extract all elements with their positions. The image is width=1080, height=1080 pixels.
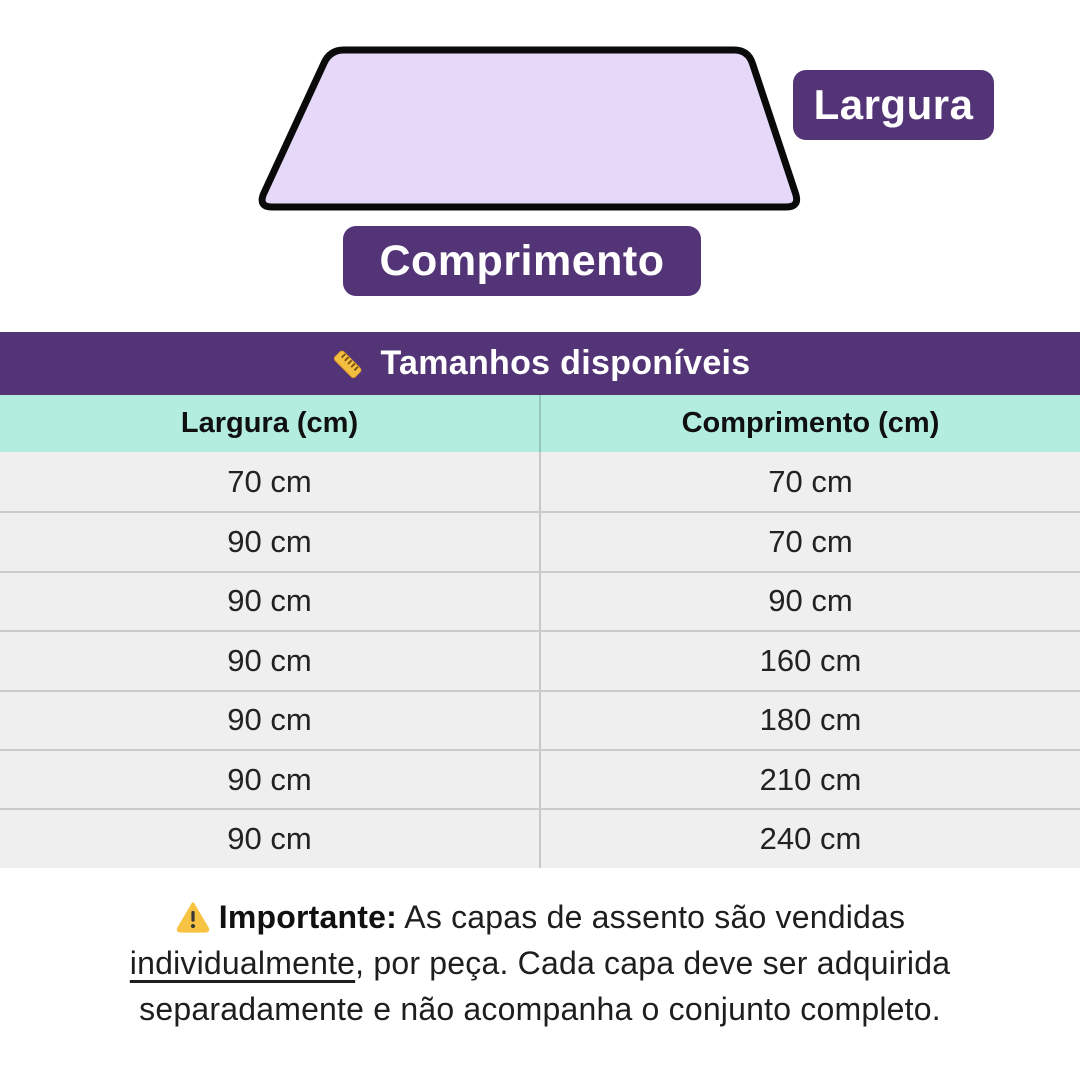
length-cell: 160 cm [539, 632, 1080, 689]
note-underlined-word: individualmente [129, 945, 356, 981]
length-cell: 240 cm [539, 810, 1080, 867]
table-row [0, 630, 1080, 689]
table-row [0, 571, 1080, 630]
width-cell: 90 cm [227, 702, 312, 738]
table-title-bar [0, 332, 1080, 395]
warning-icon [175, 900, 211, 934]
length-label: Comprimento [379, 236, 665, 285]
table-row [0, 511, 1080, 570]
length-cell: 180 cm [539, 692, 1080, 749]
table-title: Tamanhos disponíveis [380, 344, 751, 382]
length-cell: 90 cm [539, 573, 1080, 630]
length-label-badge [343, 226, 701, 296]
dimension-diagram [0, 0, 1080, 332]
width-cell: 70 cm [227, 463, 312, 499]
width-column-header: Largura (cm) [180, 407, 359, 439]
ruler-icon [329, 345, 367, 383]
important-note [0, 868, 1080, 1032]
width-cell: 90 cm [227, 761, 312, 797]
table-header-row [0, 395, 1080, 452]
width-cell: 90 cm [227, 821, 312, 857]
table-row [0, 452, 1080, 511]
width-label: Largura [813, 81, 974, 128]
sizes-table [0, 332, 1080, 868]
note-text-end: , por peça. Cada capa deve ser adquirida separadamente e não acompanha o conjunto completo. [139, 945, 951, 1027]
note-label: Importante: [218, 899, 397, 935]
note-text-start: As capas de assento são vendidas [396, 899, 906, 935]
width-cell: 90 cm [227, 524, 312, 560]
length-cell: 70 cm [539, 452, 1080, 511]
width-cell: 90 cm [227, 583, 312, 619]
length-cell: 210 cm [539, 751, 1080, 808]
table-row [0, 690, 1080, 749]
length-column-header: Comprimento (cm) [539, 395, 1080, 452]
important-note-text [70, 894, 1010, 1032]
table-row [0, 749, 1080, 808]
width-label-badge [793, 70, 994, 140]
table-row [0, 808, 1080, 867]
length-cell: 70 cm [539, 513, 1080, 570]
width-cell: 90 cm [227, 642, 312, 678]
